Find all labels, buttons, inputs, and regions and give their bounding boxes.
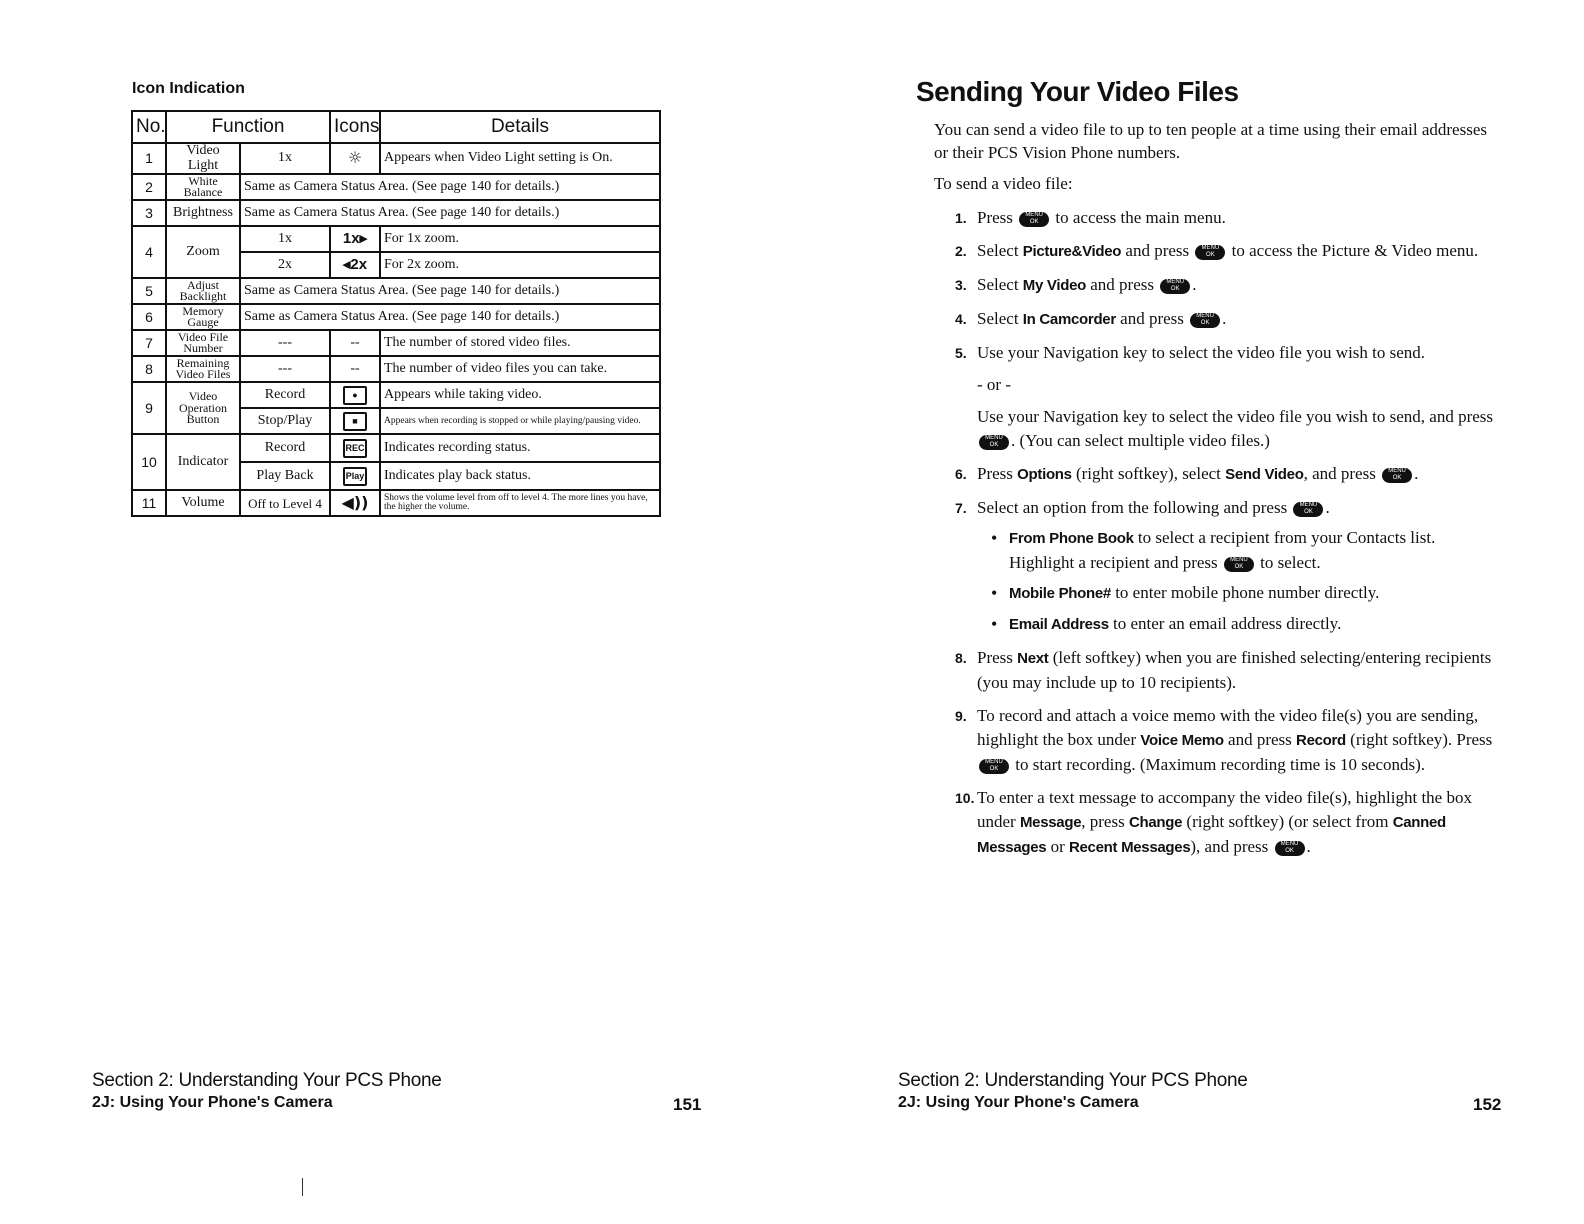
- step-number: 7.: [955, 500, 967, 516]
- step-text: Select: [977, 309, 1019, 328]
- row-function: White Balance: [166, 174, 240, 200]
- right-footer: [898, 1070, 1248, 1112]
- step-number: 2.: [955, 243, 967, 259]
- step: [955, 206, 1495, 230]
- row-number: 10: [132, 434, 166, 490]
- intro-paragraph: You can send a video file to up to ten people at a time using their email addresses or their PCS Vision Phone numbers.: [934, 120, 1487, 162]
- step-text: to start recording. (Maximum recording time is 10 seconds).: [1015, 755, 1426, 774]
- table-title: Icon Indication: [132, 80, 245, 97]
- option-text: to select a recipient from your Contacts list. Highlight a recipient and press: [1009, 528, 1436, 572]
- header-function: Function: [166, 111, 330, 143]
- table-row: [132, 143, 660, 174]
- option-list: [977, 526, 1495, 637]
- table-header-row: [132, 111, 660, 143]
- step-number: 1.: [955, 210, 967, 226]
- row-icon-cell: [330, 252, 380, 278]
- menu-keyword: Canned Messages: [977, 814, 1446, 856]
- row-icon-cell: [330, 382, 380, 408]
- option-text: to enter mobile phone number directly.: [1115, 583, 1380, 602]
- menu-keyword: Send Video: [1225, 466, 1304, 483]
- step-number: 10.: [955, 790, 975, 806]
- table-row: [132, 226, 660, 252]
- option-text: to enter an email address directly.: [1113, 614, 1342, 633]
- footer-chapter: 2J: Using Your Phone's Camera: [92, 1094, 333, 1111]
- row-details: The number of stored video files.: [380, 330, 660, 356]
- step-text: ), and press: [1190, 837, 1269, 856]
- key-label-bottom: OK: [989, 441, 999, 448]
- row-function: Video Operation Button: [166, 382, 240, 434]
- header-no: No.: [132, 111, 166, 143]
- softkey-keyword: Options: [1017, 466, 1072, 483]
- key-label-bottom: OK: [989, 765, 999, 772]
- menu-ok-key-icon: [1275, 841, 1305, 856]
- step-text: Select: [977, 241, 1019, 260]
- step-number: 6.: [955, 466, 967, 482]
- zoom-1x-icon: 1x▸: [342, 230, 368, 248]
- row-function: Remaining Video Files: [166, 356, 240, 382]
- row-function: Adjust Backlight: [166, 278, 240, 304]
- page-number: 151: [673, 1095, 702, 1114]
- key-label-top: MENU: [985, 758, 1003, 765]
- key-label-bottom: OK: [1029, 218, 1039, 225]
- row-details: Same as Camera Status Area. (See page 140 for details.): [240, 278, 660, 304]
- key-label-top: MENU: [1196, 312, 1214, 319]
- row-icon-cell: [330, 434, 380, 462]
- row-details: Indicates play back status.: [380, 462, 660, 490]
- row-number: 1: [132, 143, 166, 174]
- header-details: Details: [380, 111, 660, 143]
- row-details: For 2x zoom.: [380, 252, 660, 278]
- row-icon-cell: --: [330, 356, 380, 382]
- key-label-top: MENU: [985, 434, 1003, 441]
- menu-ok-key-icon: [1160, 279, 1190, 294]
- key-label-bottom: OK: [1234, 563, 1244, 570]
- step-text: .: [1222, 309, 1227, 328]
- key-label-top: MENU: [1299, 501, 1318, 508]
- row-function: Zoom: [166, 226, 240, 278]
- table-row: [132, 304, 660, 330]
- row-icon-cell: [330, 490, 380, 516]
- steps-list: [955, 206, 1495, 869]
- key-label-bottom: OK: [1200, 319, 1210, 326]
- row-details: Appears when recording is stopped or while playing/pausing video.: [380, 408, 660, 434]
- menu-keyword: Recent Messages: [1068, 839, 1191, 856]
- play-indicator-icon: Play: [343, 467, 367, 486]
- row-number: 2: [132, 174, 166, 200]
- table-row: [132, 356, 660, 382]
- row-details: The number of video files you can take.: [380, 356, 660, 382]
- step-text: and press: [1228, 730, 1292, 749]
- key-label-top: MENU: [1201, 244, 1220, 251]
- step-text: to access the Picture & Video menu.: [1231, 241, 1479, 260]
- step-number: 4.: [955, 311, 967, 327]
- menu-ok-key-icon: [1224, 557, 1254, 572]
- row-setting: Record: [240, 382, 330, 408]
- step: [955, 307, 1495, 332]
- step-text: or: [1050, 837, 1065, 856]
- option-text: to select.: [1260, 553, 1321, 572]
- footer-chapter: 2J: Using Your Phone's Camera: [898, 1094, 1139, 1111]
- step-text: . (You can select multiple video files.): [1011, 431, 1270, 450]
- step: [955, 704, 1495, 777]
- field-keyword: Message: [1019, 814, 1082, 831]
- row-number: 8: [132, 356, 166, 382]
- row-setting: Record: [240, 434, 330, 462]
- field-keyword: Voice Memo: [1140, 732, 1224, 749]
- stop-play-button-icon: ■: [343, 412, 367, 431]
- step-text: Press: [977, 648, 1013, 667]
- row-details: Shows the volume level from off to level 4. The more lines you have, the higher the volume.: [380, 490, 660, 516]
- step-text: Use your Navigation key to select the video file you wish to send, and press: [977, 407, 1494, 426]
- step-text: (right softkey). Press: [1350, 730, 1493, 749]
- step-text: , press: [1081, 812, 1125, 831]
- key-label-bottom: OK: [1304, 508, 1313, 515]
- or-separator: - or -: [977, 375, 1011, 394]
- row-setting: Play Back: [240, 462, 330, 490]
- row-icon-cell: [330, 408, 380, 434]
- row-function: Video Light: [166, 143, 240, 174]
- step-text: Press: [977, 464, 1013, 483]
- menu-ok-key-icon: [1382, 468, 1412, 483]
- row-details: Same as Camera Status Area. (See page 140 for details.): [240, 174, 660, 200]
- step-number: 5.: [955, 345, 967, 361]
- row-function: Brightness: [166, 200, 240, 226]
- steps-lead: To send a video file:: [934, 174, 1073, 193]
- step: [955, 462, 1495, 487]
- row-number: 7: [132, 330, 166, 356]
- table-row: [132, 174, 660, 200]
- menu-ok-key-icon: [1019, 212, 1049, 227]
- step-text: and press: [1090, 275, 1154, 294]
- step-text: and press: [1125, 241, 1190, 260]
- menu-ok-key-icon: [979, 759, 1009, 774]
- row-details: Appears while taking video.: [380, 382, 660, 408]
- step-text: Select an option from the following and press: [977, 498, 1288, 517]
- step-text: .: [1414, 464, 1419, 483]
- footer-section: Section 2: Understanding Your PCS Phone: [898, 1070, 1248, 1091]
- row-icon-cell: --: [330, 330, 380, 356]
- key-label-top: MENU: [1166, 278, 1185, 285]
- step-text: To enter a text message to accompany the video file(s), highlight the box under: [977, 788, 1472, 831]
- row-number: 5: [132, 278, 166, 304]
- zoom-2x-icon: ◂2x: [342, 256, 368, 274]
- table-row: [132, 490, 660, 516]
- step-text: to access the main menu.: [1055, 208, 1226, 227]
- key-label-bottom: OK: [1392, 474, 1402, 481]
- video-light-icon: ☼: [347, 148, 363, 168]
- table-row: [132, 330, 660, 356]
- row-function: Memory Gauge: [166, 304, 240, 330]
- step-text: .: [1306, 837, 1311, 856]
- row-setting: ---: [240, 330, 330, 356]
- row-details: Same as Camera Status Area. (See page 140 for details.): [240, 200, 660, 226]
- page-number: 152: [1473, 1095, 1502, 1114]
- step-text: (left softkey) when you are finished selecting/entering recipients (you may include up to 10 recipients).: [977, 648, 1492, 692]
- row-function: Video File Number: [166, 330, 240, 356]
- menu-ok-key-icon: [1190, 313, 1220, 328]
- option-keyword: Email Address: [1009, 616, 1109, 633]
- menu-ok-key-icon: [1293, 502, 1323, 517]
- key-label-bottom: OK: [1206, 251, 1215, 258]
- menu-keyword: In Camcorder: [1022, 311, 1116, 328]
- row-number: 4: [132, 226, 166, 278]
- softkey-keyword: Change: [1128, 814, 1183, 831]
- option-item: [977, 612, 1495, 637]
- row-setting: Stop/Play: [240, 408, 330, 434]
- table-row: [132, 382, 660, 408]
- icon-indication-table: [131, 110, 661, 517]
- option-keyword: Mobile Phone#: [1009, 585, 1111, 602]
- step-text: , and press: [1303, 464, 1376, 483]
- step: [955, 496, 1495, 637]
- key-label-top: MENU: [1025, 211, 1043, 218]
- softkey-keyword: Next: [1017, 650, 1049, 667]
- option-keyword: From Phone Book: [1009, 530, 1134, 547]
- step-number: 9.: [955, 708, 967, 724]
- menu-ok-key-icon: [979, 435, 1009, 450]
- row-number: 9: [132, 382, 166, 434]
- step: [955, 273, 1495, 298]
- step-number: 8.: [955, 650, 967, 666]
- option-item: [977, 526, 1495, 575]
- rec-indicator-icon: REC: [343, 439, 367, 458]
- step: [955, 786, 1495, 860]
- row-details: Same as Camera Status Area. (See page 140 for details.): [240, 304, 660, 330]
- table-row: [132, 200, 660, 226]
- menu-keyword: My Video: [1022, 277, 1086, 294]
- table-row: [132, 434, 660, 462]
- page-title: Sending Your Video Files: [916, 76, 1239, 107]
- row-setting: 2x: [240, 252, 330, 278]
- step-text: To record and attach a voice memo with the video file(s) you are sending, highlight the box under: [977, 706, 1479, 749]
- row-setting: Off to Level 4: [240, 490, 330, 516]
- row-details: Indicates recording status.: [380, 434, 660, 462]
- row-icon-cell: [330, 226, 380, 252]
- divider: [302, 1178, 303, 1196]
- step-text: and press: [1120, 309, 1184, 328]
- row-number: 3: [132, 200, 166, 226]
- key-label-top: MENU: [1280, 840, 1299, 847]
- step-text: .: [1192, 275, 1197, 294]
- step-text: .: [1325, 498, 1330, 517]
- volume-icon: ◀)): [341, 492, 369, 512]
- table-row: [132, 278, 660, 304]
- header-icons: Icons: [330, 111, 380, 143]
- step: [955, 341, 1495, 453]
- left-footer: [92, 1070, 442, 1112]
- step-text: Select: [977, 275, 1019, 294]
- menu-ok-key-icon: [1195, 245, 1225, 260]
- row-setting: 1x: [240, 143, 330, 174]
- key-label-bottom: OK: [1170, 285, 1180, 292]
- step-number: 3.: [955, 277, 967, 293]
- key-label-top: MENU: [1388, 467, 1406, 474]
- step-text: (right softkey) (or select from: [1186, 812, 1389, 831]
- row-setting: ---: [240, 356, 330, 382]
- step-text: (right softkey), select: [1075, 464, 1221, 483]
- row-number: 11: [132, 490, 166, 516]
- row-number: 6: [132, 304, 166, 330]
- row-function: Indicator: [166, 434, 240, 490]
- row-icon-cell: [330, 143, 380, 174]
- row-setting: 1x: [240, 226, 330, 252]
- option-item: [977, 581, 1495, 606]
- step-text: Use your Navigation key to select the video file you wish to send.: [977, 343, 1426, 362]
- row-details: Appears when Video Light setting is On.: [380, 143, 660, 174]
- row-function: Volume: [166, 490, 240, 516]
- key-label-top: MENU: [1230, 556, 1248, 563]
- row-details: For 1x zoom.: [380, 226, 660, 252]
- softkey-keyword: Record: [1296, 732, 1346, 749]
- record-button-icon: ●: [343, 386, 367, 405]
- footer-section: Section 2: Understanding Your PCS Phone: [92, 1070, 442, 1091]
- menu-keyword: Picture&Video: [1022, 243, 1122, 260]
- row-icon-cell: [330, 462, 380, 490]
- step: [955, 646, 1495, 695]
- key-label-bottom: OK: [1285, 847, 1294, 854]
- step-text: Press: [977, 208, 1013, 227]
- step: [955, 239, 1495, 264]
